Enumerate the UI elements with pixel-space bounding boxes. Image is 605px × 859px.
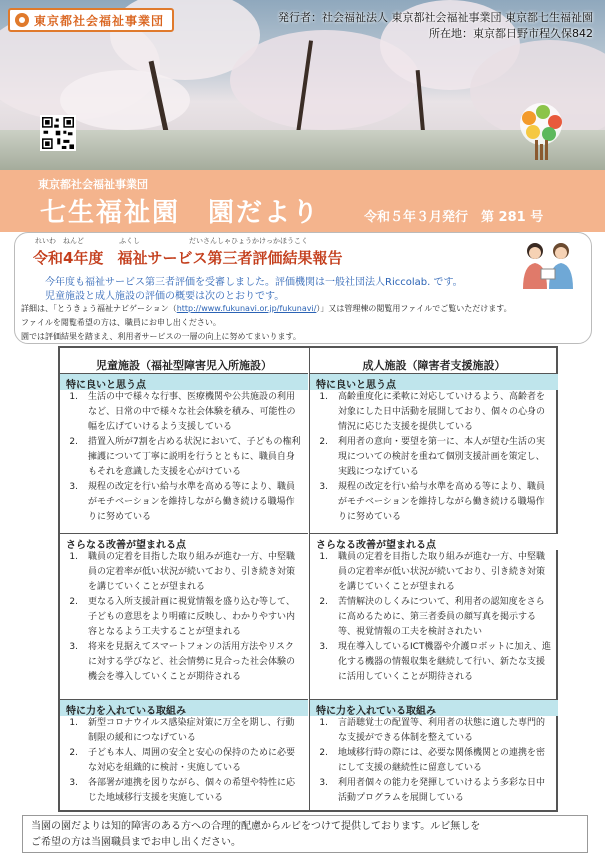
list-item: 3. 現在導入しているICT機器や介護ロボットに加え、進化する機器の情報収集を継続して行い、新たな支援に活用していくことが期待される [319, 642, 551, 682]
list-item: 1. 職員の定着を目指した取り組みが進む一方、中堅職員の定着率が低い状況が続いており、引き続き対策を講じていくことが望まれる [319, 552, 546, 592]
list-item: 3. 将来を見据えてスマートフォンの活用方法やリスクに対する学びなど、社会情勢に見合った社会体験の機会を導入していくことが期待される [69, 642, 296, 682]
footnote-line-2: ご希望の方は当園職員までお申し出ください。 [31, 837, 241, 848]
list-item: 1. 高齢重度化に柔軟に対応していけるよう、高齢者を対象にした日中活動を展開しており、個々の心身の情況に応じた支援を提供している [319, 392, 546, 432]
adult-efforts-list [310, 716, 558, 810]
child-facility-title: 児童施設（福祉型障害児入所施設） [60, 348, 308, 374]
list-item: 2. 利用者の意向・要望を第一に、本人が望む生活の実現についての検討を重ねて個別支援計画を策定し、実践につなげている [319, 437, 546, 477]
title-band [0, 170, 605, 232]
people-illustration-icon [519, 239, 577, 289]
detail-note-pre: 詳細は、「とうきょう福祉ナビゲーション（ [21, 304, 177, 313]
organization-logo-icon [14, 12, 30, 28]
child-good-points-list [60, 390, 308, 534]
list-item: 2. 子ども本人、周囲の安全と安心の保持のために必要な対応を組織的に検討・実施している [69, 748, 296, 773]
adult-improvement-list [310, 550, 558, 700]
tree-logo-icon [505, 100, 577, 166]
report-heading [33, 247, 342, 268]
report-box [14, 232, 592, 344]
child-improvement-list [60, 550, 308, 700]
adult-good-points-list [310, 390, 558, 534]
detail-note [21, 303, 512, 314]
report-heading-title: 福祉サービス第三者評価結果報告 [117, 249, 343, 267]
detail-note-post: ）」又は管理棟の閲覧用ファイルでご覧いただけます。 [316, 304, 512, 313]
report-heading-year: 令和4年度 [33, 249, 104, 267]
list-item: 1. 新型コロナウイルス感染症対策に万全を期し、行動制限の緩和につなげている [69, 718, 295, 743]
lead-text-1: 今年度も福祉サービス第三者評価を受審しました。評価機関は一般社団法人Riccolab. です。 [45, 277, 463, 288]
child-efforts-list [60, 716, 308, 810]
child-efforts-label: 特に力を入れている取組み [60, 700, 308, 716]
list-item: 1. 職員の定着を目指した取り組みが進む一方、中堅職員の定着率が低い状況が続いており、引き続き対策を講じていくことが望まれる [69, 552, 296, 592]
address-line: 所在地：東京都日野市程久保842 [429, 27, 593, 40]
results-table [58, 346, 558, 812]
list-item: 1. 生活の中で様々な行事、医療機関や公共施設の利用など、日常の中で様々な社会体験を積み、可能性の幅を広げていけるよう支援している [69, 392, 296, 432]
list-item: 2. 地域移行時の際には、必要な関係機関との連携を密にして支援の継続性に留意している [319, 748, 546, 773]
child-good-points-label: 特に良いと思う点 [60, 374, 308, 390]
file-request-note: ファイルを閲覧希望の方は、職員にお申し出ください。 [21, 318, 221, 327]
child-improvement-label: さらなる改善が望まれる点 [60, 534, 308, 550]
list-item: 2. 更なる入所支援計画に視覚情報を盛り込む等して、子どもの意思をより明確に反映し、わかりやすい内容となるよう工夫することが望まれる [69, 597, 296, 637]
newsletter-title: 七生福祉園 園だより [40, 198, 321, 228]
adult-good-points-label: 特に良いと思う点 [310, 374, 558, 390]
publisher-info [278, 10, 593, 42]
lead-text-2: 児童施設と成人施設の評価の概要は次のとおりです。 [45, 291, 285, 302]
adult-facility-column [310, 348, 558, 810]
adult-improvement-label: さらなる改善が望まれる点 [310, 534, 558, 550]
org-badge-label: 東京都社会福祉事業団 [34, 13, 165, 28]
list-item: 3. 利用者個々の能力を発揮していけるよう多彩な日中活動プログラムを展開している [319, 778, 546, 803]
list-item: 2. 措置入所が7割を占める状況において、子どもの権利擁護について丁寧に説明を行うとともに、職員自身もそれを意識した支援を心がけている [69, 437, 301, 477]
ruby-footnote [22, 815, 588, 853]
publisher-line: 発行者：社会福祉法人 東京都社会福祉事業団 東京都七生福祉園 [278, 11, 593, 24]
adult-efforts-label: 特に力を入れている取組み [310, 700, 558, 716]
list-item: 3. 各部署が連携を図りながら、個々の希望や特性に応じた地域移行支援を実施している [69, 778, 296, 803]
org-badge [8, 8, 174, 32]
fukunavi-link[interactable]: http://www.fukunavi.or.jp/fukunavi/ [176, 304, 317, 313]
list-item: 3. 規程の改定を行い給与水準を高める等により、職員がモチベーションを維持しながら働き続ける職場作りに努めている [69, 482, 296, 522]
list-item: 1. 言語聴覚士の配置等、利用者の状態に適した専門的な支援ができる体制を整えている [319, 718, 546, 743]
title-org: 東京都社会福祉事業団 [38, 178, 148, 191]
qr-code-icon[interactable] [40, 115, 76, 151]
list-item: 3. 規程の改定を行い給与水準を高める等により、職員がモチベーションを維持しながら働き続ける職場作りに努めている [319, 482, 546, 522]
footnote-line-1: 当園の園だよりは知的障害のある方への合理的配慮からルビをつけて提供しております。ルビ無しを [31, 821, 481, 832]
adult-facility-title: 成人施設（障害者支援施設） [310, 348, 558, 374]
child-facility-column [60, 348, 308, 810]
list-item: 2. 苦情解決のしくみについて、利用者の認知度をさらに高めるために、第三者委員の顔写真を掲示する等、視覚情報の工夫を検討されたい [319, 597, 545, 637]
commitment-note: 園では評価結果を踏まえ、利用者サービスの一層の向上に努めてまいります。 [21, 332, 301, 341]
heading-ruby: れいわ ねんど ふくし だいさんしゃひょうかけっかほうこく [35, 237, 308, 245]
issue-info: 令和５年３月発行 第 281 号 [364, 210, 544, 225]
